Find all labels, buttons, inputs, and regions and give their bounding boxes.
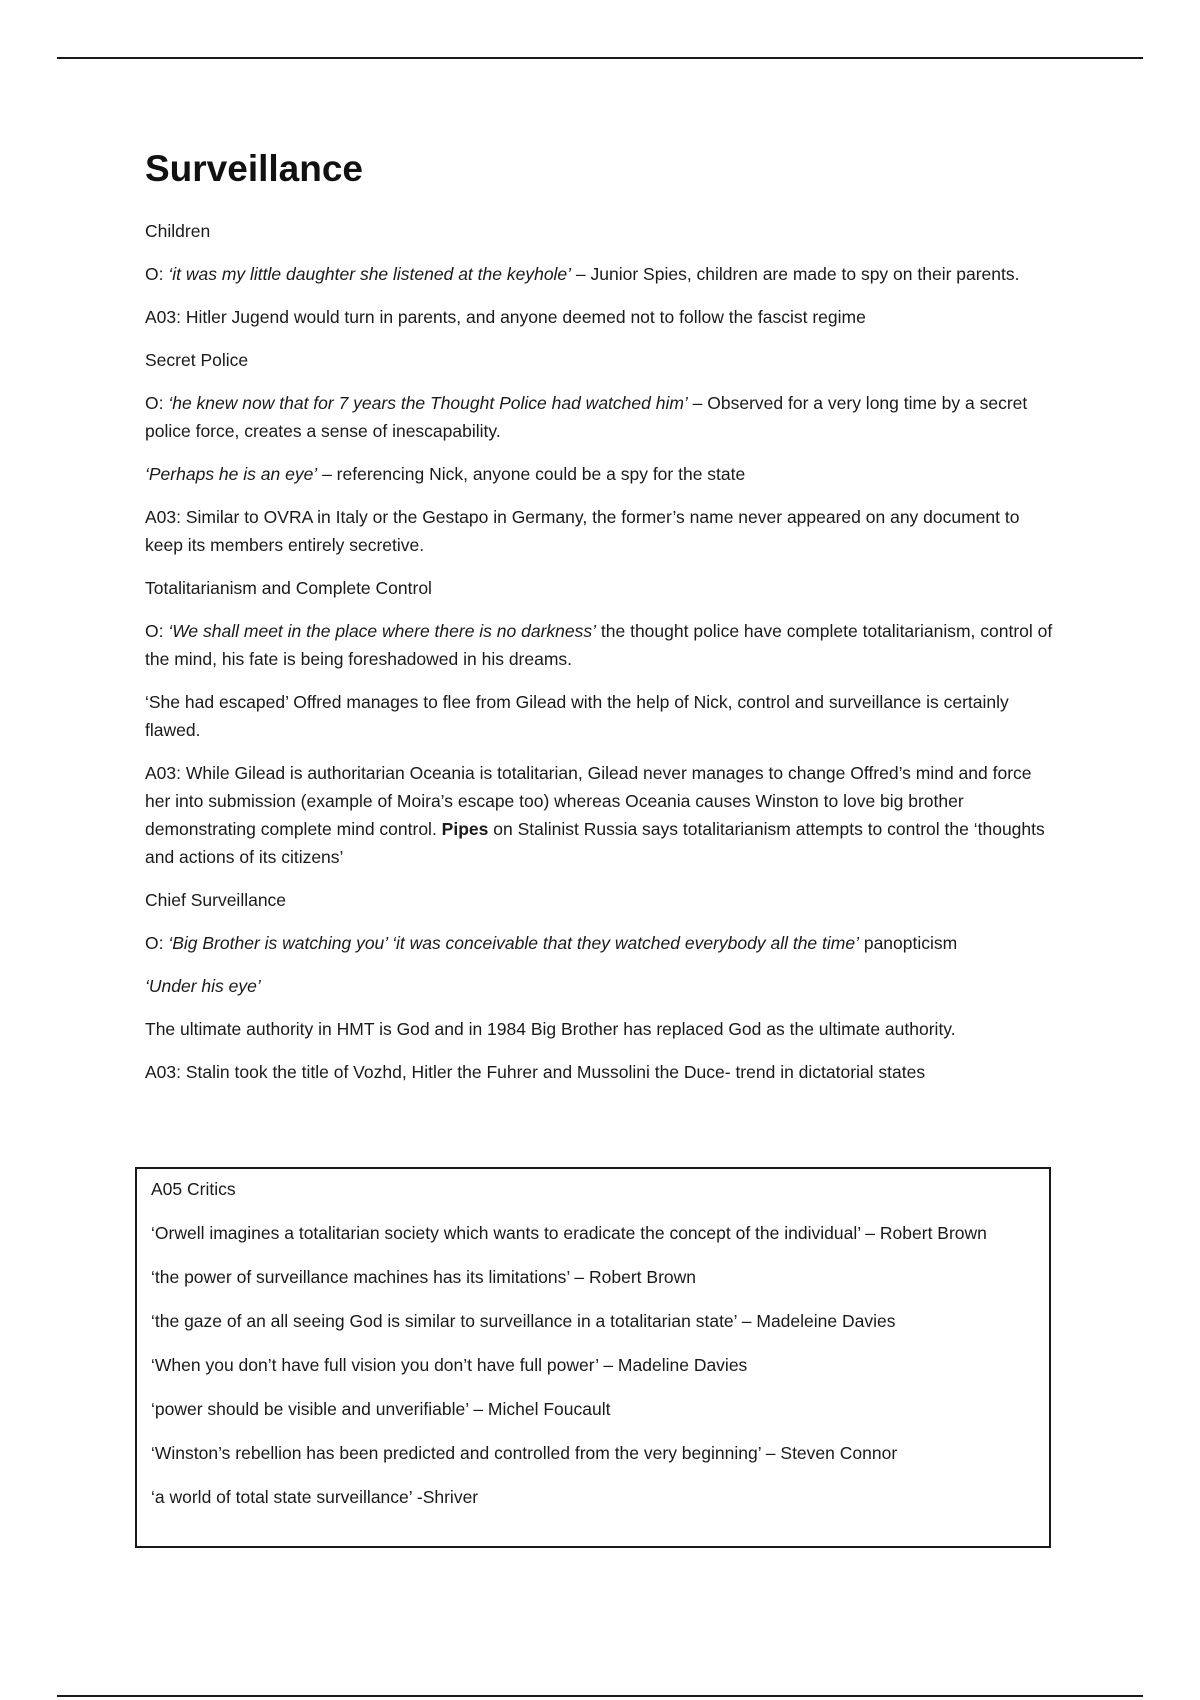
- document-body: [145, 146, 1061, 1101]
- quote-prefix: O:: [145, 933, 169, 953]
- perhaps-eye-paragraph: [145, 460, 1061, 488]
- secret-police-analysis: – Observed for a very long time by a secret police force, creates a sense of inescapability.: [145, 393, 1028, 441]
- section-heading-totalitarianism: Totalitarianism and Complete Control: [145, 578, 432, 598]
- totalitarianism-analysis: the thought police have complete totalitarianism, control of the mind, his fate is being foreshadowed in his dreams.: [145, 621, 1053, 669]
- critics-heading: A05 Critics: [151, 1179, 236, 1199]
- children-analysis: – Junior Spies, children are made to spy on their parents.: [571, 264, 1020, 284]
- perhaps-eye-quote: ‘Perhaps he is an eye’: [145, 464, 318, 484]
- under-his-eye-paragraph: [145, 972, 1061, 1000]
- quote-prefix: O:: [145, 264, 169, 284]
- secret-police-quote: ‘he knew now that for 7 years the Thought Police had watched him’: [168, 393, 688, 413]
- pipes-critic-name: Pipes: [441, 819, 489, 839]
- header-rule: [57, 57, 1143, 59]
- chief-quote-paragraph: [145, 929, 1061, 957]
- quote-prefix: O:: [145, 621, 169, 641]
- children-quote: ‘it was my little daughter she listened at the keyhole’: [168, 264, 572, 284]
- escaped-paragraph: ‘She had escaped’ Offred manages to flee from Gilead with the help of Nick, control and surveillance is certainly flawed.: [145, 692, 1009, 740]
- totalitarianism-quote-paragraph: [145, 617, 1061, 673]
- page-title: Surveillance: [145, 148, 364, 189]
- totalitarianism-quote: ‘We shall meet in the place where there is no darkness’: [168, 621, 597, 641]
- perhaps-eye-analysis: – referencing Nick, anyone could be a spy for the state: [317, 464, 746, 484]
- totalitarianism-a03: [145, 759, 1061, 871]
- secret-police-a03: A03: Similar to OVRA in Italy or the Gestapo in Germany, the former’s name never appeared on any document to keep its members entirely secretive.: [145, 507, 1020, 555]
- critics-box: [135, 1167, 1051, 1548]
- secret-police-quote-paragraph: [145, 389, 1061, 445]
- critic-quote: ‘power should be visible and unverifiable’ – Michel Foucault: [151, 1399, 611, 1419]
- a03-text-part2: on Stalinist Russia says totalitarianism attempts to control the ‘thoughts and actions of its citizens’: [145, 819, 1045, 867]
- footer-rule: [57, 1695, 1143, 1697]
- chief-analysis: panopticism: [858, 933, 958, 953]
- chief-quote: ‘Big Brother is watching you’ ‘it was conceivable that they watched everybody all the time’: [168, 933, 859, 953]
- critic-quote: ‘When you don’t have full vision you don’t have full power’ – Madeline Davies: [151, 1355, 748, 1375]
- critic-quote: ‘the power of surveillance machines has its limitations’ – Robert Brown: [151, 1267, 697, 1287]
- chief-a03: A03: Stalin took the title of Vozhd, Hitler the Fuhrer and Mussolini the Duce- trend in dictatorial states: [145, 1062, 926, 1082]
- a03-text-part1: A03: While Gilead is authoritarian Oceania is totalitarian, Gilead never manages to change Offred’s mind and force her into submission (example of Moira’s escape too) whereas Oceania causes Winston to love big brother demonstrating complete mind control.: [145, 763, 1032, 839]
- section-heading-secret-police: Secret Police: [145, 350, 249, 370]
- critic-quote: ‘Orwell imagines a totalitarian society which wants to eradicate the concept of the individual’ – Robert Brown: [151, 1223, 987, 1243]
- children-a03: A03: Hitler Jugend would turn in parents, and anyone deemed not to follow the fascist regime: [145, 307, 866, 327]
- critic-quote: ‘Winston’s rebellion has been predicted and controlled from the very beginning’ – Steven Connor: [151, 1443, 898, 1463]
- under-his-eye-quote: ‘Under his eye’: [145, 976, 261, 996]
- authority-paragraph: The ultimate authority in HMT is God and in 1984 Big Brother has replaced God as the ultimate authority.: [145, 1019, 956, 1039]
- children-quote-paragraph: [145, 260, 1061, 288]
- critic-quote: ‘the gaze of an all seeing God is similar to surveillance in a totalitarian state’ – Madeleine Davies: [151, 1311, 896, 1331]
- quote-prefix: O:: [145, 393, 169, 413]
- section-heading-chief-surveillance: Chief Surveillance: [145, 890, 287, 910]
- section-heading-children: Children: [145, 221, 211, 241]
- critic-quote: ‘a world of total state surveillance’ -Shriver: [151, 1487, 479, 1507]
